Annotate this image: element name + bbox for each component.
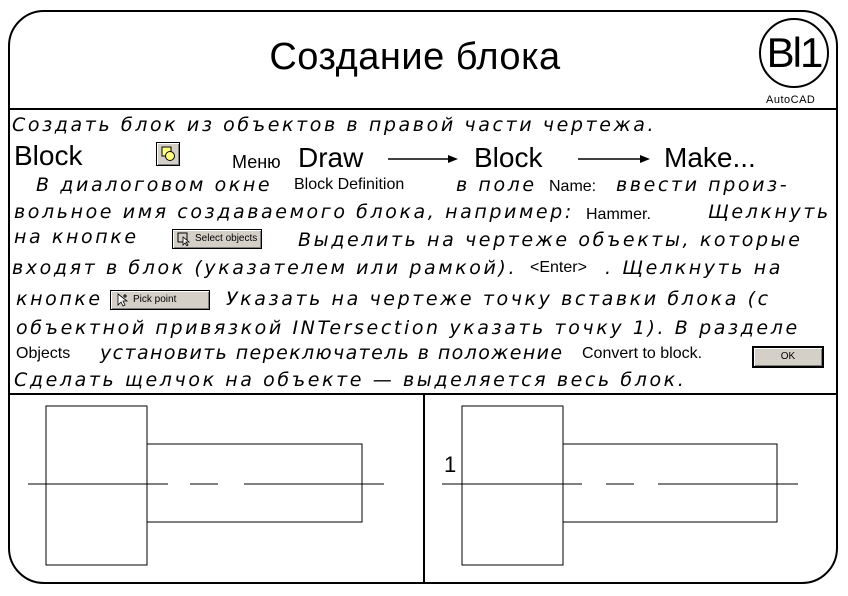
page-title: Создание блока bbox=[269, 36, 561, 78]
instruction-line-6b: . Щелкнуть на bbox=[605, 257, 784, 279]
menu-label: Меню bbox=[232, 152, 281, 172]
drawing-split-line bbox=[423, 393, 425, 584]
instruction-line-3c: ввести произ- bbox=[616, 174, 790, 196]
ok-button[interactable]: OK bbox=[752, 346, 824, 368]
convert-to-block-label: Convert to block. bbox=[582, 345, 703, 362]
menu-make[interactable]: Make... bbox=[664, 142, 756, 173]
menu-block[interactable]: Block bbox=[474, 142, 543, 173]
header-divider bbox=[8, 108, 838, 110]
pick-point-label: Pick point bbox=[133, 294, 177, 305]
example-block-name: Hammer. bbox=[586, 206, 651, 223]
pick-point-button[interactable] bbox=[110, 290, 210, 310]
select-objects-cursor-icon bbox=[177, 232, 191, 246]
sheet-badge: Bl1 bbox=[759, 18, 829, 88]
instruction-line-3b: в поле bbox=[456, 174, 537, 196]
instruction-line-10: Сделать щелчок на объекте — выделяется весь блок. bbox=[14, 369, 687, 391]
instruction-line-7b: Указать на чертеже точку вставки блока (с bbox=[226, 288, 771, 310]
select-objects-label: Select objects bbox=[195, 233, 258, 244]
menu-draw[interactable]: Draw bbox=[298, 142, 364, 173]
instruction-line-7a: кнопке bbox=[16, 288, 103, 310]
badge-caption: AutoCAD bbox=[766, 94, 816, 106]
instruction-line-1: Создать блок из объектов в правой части чертежа. bbox=[12, 114, 657, 136]
instruction-line-9a: установить переключатель в положение bbox=[100, 342, 564, 364]
pick-point-cursor-icon bbox=[115, 293, 129, 307]
instruction-line-3a: В диалоговом окне bbox=[36, 174, 273, 196]
command-block-label: Block bbox=[14, 140, 83, 171]
insertion-point-label: 1 bbox=[444, 452, 457, 477]
field-name-label: Name: bbox=[549, 178, 597, 195]
make-block-icon bbox=[157, 143, 179, 165]
objects-section-label: Objects bbox=[16, 345, 71, 362]
instruction-line-8: объектной привязкой INTersection указать точку 1). В разделе bbox=[16, 317, 800, 339]
enter-key: <Enter> bbox=[530, 259, 587, 276]
instruction-line-5a: на кнопке bbox=[14, 226, 139, 248]
select-objects-button[interactable] bbox=[172, 229, 262, 249]
instruction-line-5b: Выделить на чертеже объекты, которые bbox=[298, 229, 803, 251]
instruction-line-4b: Щелкнуть bbox=[708, 201, 831, 223]
instruction-line-4a: вольное имя создаваемого блока, например: bbox=[14, 201, 574, 223]
make-block-button[interactable] bbox=[156, 142, 180, 166]
instruction-line-6a: входят в блок (указателем или рамкой). bbox=[12, 257, 518, 279]
dialog-name: Block Definition bbox=[294, 176, 405, 193]
